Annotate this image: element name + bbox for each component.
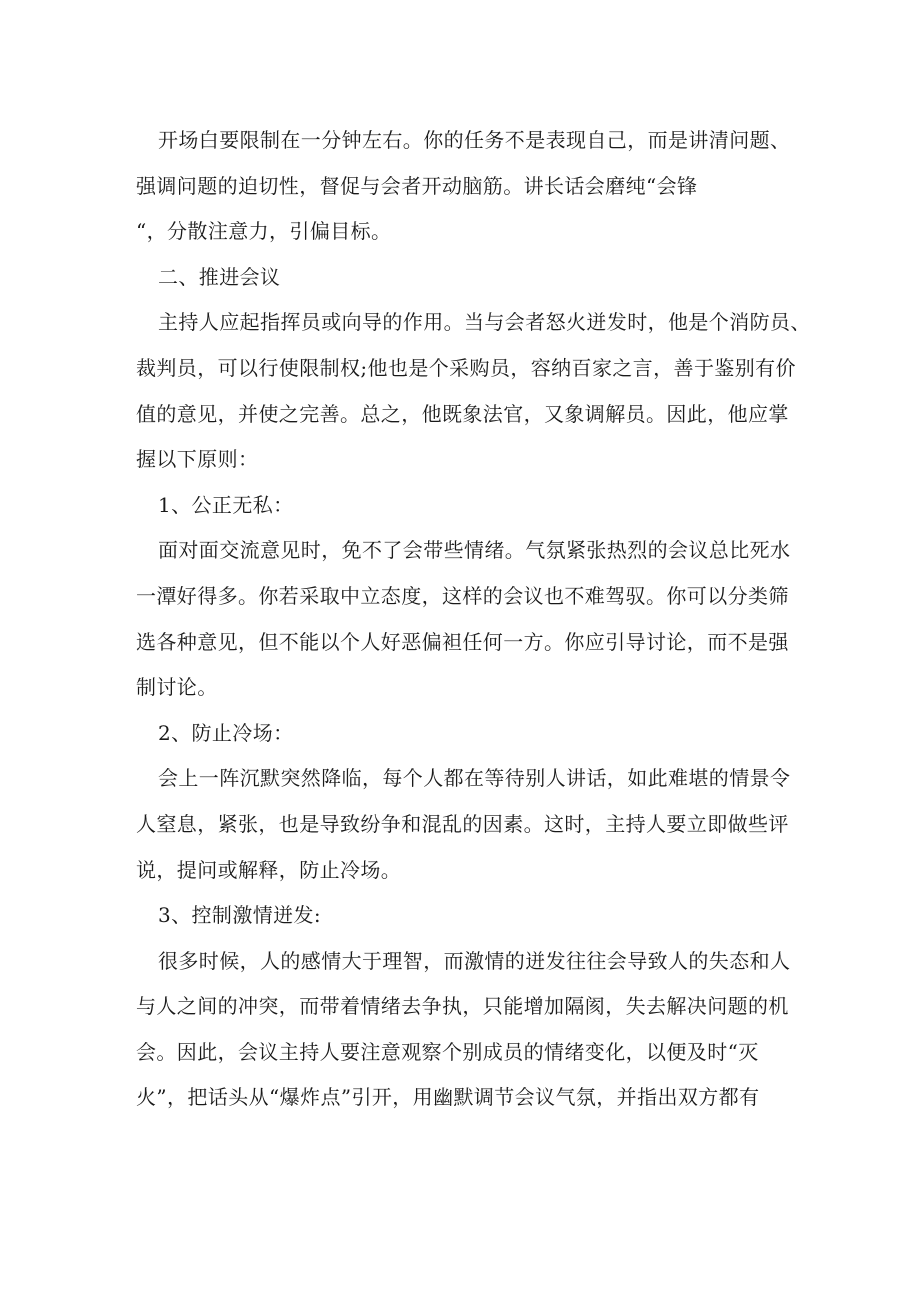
text-line: 主持人应起指挥员或向导的作用。当与会者怒火迸发时，他是个消防员、 <box>158 310 811 335</box>
subsection-heading: 3、控制激情迸发: <box>158 903 322 928</box>
text-line: 说，提问或解释，防止冷场。 <box>136 857 402 882</box>
text-line: 值的意见，并使之完善。总之，他既象法官，又象调解员。因此，他应掌 <box>136 401 789 426</box>
document-body <box>136 118 811 1121</box>
text-line: 很多时候，人的感情大于理智，而激情的迸发往往会导致人的失态和人 <box>158 948 791 973</box>
text-line: 开场白要限制在一分钟左右。你的任务不是表现自己，而是讲清问题、 <box>158 128 791 152</box>
text-line: 强调问题的迫切性，督促与会者开动脑筋。讲长话会磨纯“会锋 <box>136 173 698 198</box>
text-line: 会上一阵沉默突然降临，每个人都在等待别人讲话，如此难堪的情景令 <box>158 766 791 791</box>
text-line: 人窒息，紧张，也是导致纷争和混乱的因素。这时，主持人要立即做些评 <box>136 811 789 836</box>
text-line: 面对面交流意见时，免不了会带些情绪。气氛紧张热烈的会议总比死水 <box>158 538 791 563</box>
text-line: “，分散注意力，引偏目标。 <box>136 219 392 244</box>
subsection-heading: 1、公正无私： <box>158 492 294 517</box>
text-line: 选各种意见，但不能以个人好恶偏袒任何一方。你应引导讨论，而不是强 <box>136 629 789 654</box>
text-line: 裁判员，可以行使限制权;他也是个采购员，容纳百家之言，善于鉴别有价 <box>136 355 796 380</box>
text-line: 握以下原则： <box>136 447 259 472</box>
subsection-heading: 2、防止冷场： <box>158 720 294 745</box>
text-line: 一潭好得多。你若采取中立态度，这样的会议也不难驾驭。你可以分类筛 <box>136 583 789 608</box>
section-heading: 二、推进会议 <box>158 264 281 289</box>
text-line: 与人之间的冲突，而带着情绪去争执，只能增加隔阂，失去解决问题的机 <box>136 994 789 1019</box>
text-line: 会。因此，会议主持人要注意观察个别成员的情绪变化，以便及时“灭 <box>136 1039 759 1064</box>
text-line: 火”，把话头从“爆炸点”引开，用幽默调节会议气氛，并指出双方都有 <box>136 1085 760 1110</box>
text-line: 制讨论。 <box>136 675 218 700</box>
